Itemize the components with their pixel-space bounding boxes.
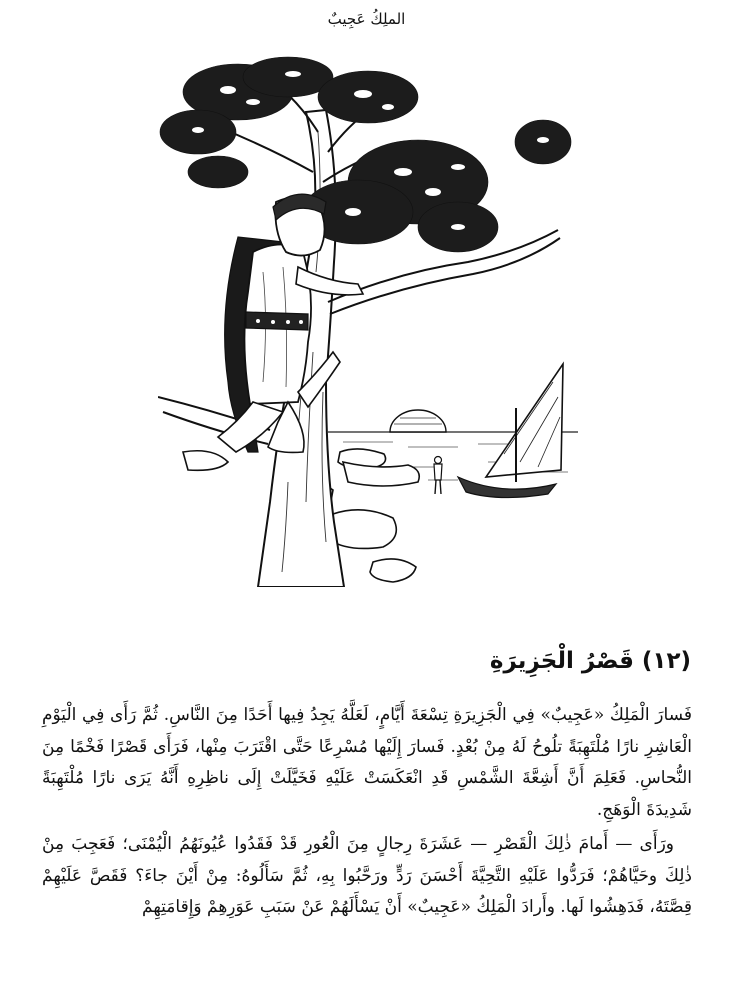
setting-sun: [390, 410, 446, 432]
standing-figure: [434, 457, 442, 495]
paragraph: فَسارَ الْمَلِكُ «عَجِيبٌ» فِي الْجَزِيرَةِ تِسْعَةَ أَيَّامٍ، لَعَلَّهُ يَجِدُ فِيها أَحَدًا مِنَ النَّاسِ. ثُمَّ رَأَى فِي الْيَوْمِ الْعَاشِرِ نارًا مُلْتَهِبَةً تلُوحُ لَهُ مِنْ بُعْدٍ. فَسارَ إِلَيْها مُسْرِعًا حَتَّى اقْتَرَبَ مِنْها، فَرَأَى قَصْرًا فَخْمًا مِنَ النُّحاسِ. فَعَلِمَ أَنَّ أَشِعَّةَ الشَّمْسِ قَدِ انْعَكَسَتْ عَلَيْهِ فَخَيَّلَتْ إِلَى ناظِرِهِ أَنَّهُ يَرَى نارًا مُلْتَهِبَةً شَدِيدَةَ الْوَهَجِ.: [42, 705, 692, 820]
tree-climber-seaside-illustration: [158, 52, 578, 587]
sailboat: [458, 364, 563, 498]
paragraph: ورَأَى — أَمامَ ذٰلِكَ الْقَصْرِ — عَشَرَةَ رِجالٍ مِنَ الْعُورِ قَدْ فَقَدُوا عُيُونَهُمُ الْيُمْنَى؛ فَعَجِبَ مِنْ ذٰلِكَ وحَيَّاهُمْ؛ فَرَدُّوا عَلَيْهِ التَّحِيَّةَ أَحْسَنَ رَدٍّ ورَحَّبُوا بِهِ، ثُمَّ سَأَلُوهُ: مِنْ أَيْنَ جاءَ؟ فَقَصَّ عَلَيْهِمْ قِصَّتَهُ، فَدَهِشُوا لَها. وأَرادَ الْمَلِكُ «عَجِيبٌ» أَنْ يَسْأَلَهُمْ عَنْ سَبَبِ عَوَرِهِمْ وَإِقامَتِهِمْ: [42, 834, 692, 917]
running-header: الملِكُ عَجِيبٌ: [327, 10, 406, 28]
tree-foliage: [160, 57, 571, 252]
body-text: [42, 700, 692, 924]
chapter-title: (١٢) قَصْرُ الْجَزِيرَةِ: [489, 648, 691, 674]
